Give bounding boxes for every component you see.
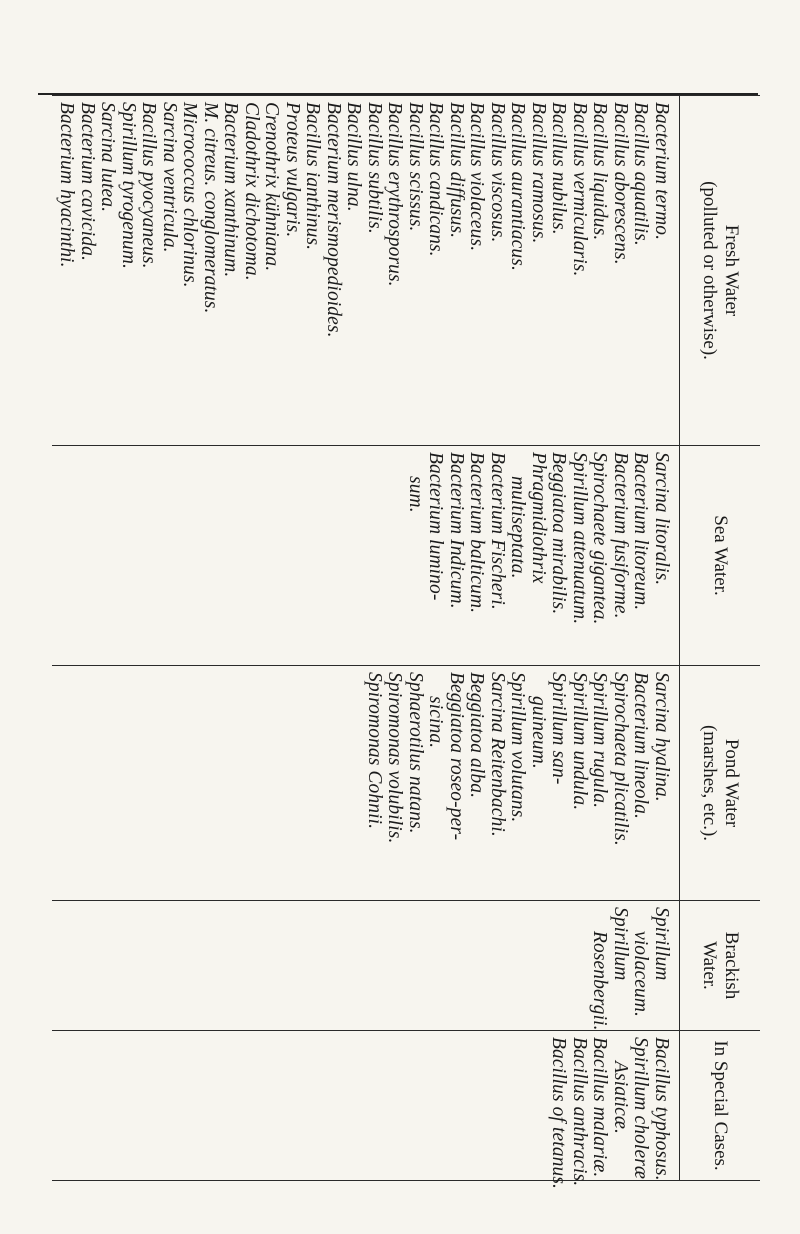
species-entry: Bacterium lumino- — [425, 452, 447, 601]
column-header-in-special-cases — [680, 1031, 761, 1181]
species-entry: Spirillum tyrogenum. — [118, 102, 139, 270]
species-entry: Phragmidiothrix — [528, 452, 549, 584]
species-entry: Micrococcus chlorinus. — [179, 102, 201, 288]
species-entry: Rosenbergii. — [589, 931, 611, 1031]
rotated-table-wrapper — [56, 95, 760, 1190]
column-header-line: Fresh Water — [721, 224, 742, 317]
species-entry: M. citreus. conglomeratus. — [200, 102, 221, 314]
species-entry: Spirochaete gigantea. — [589, 452, 611, 625]
species-entry: Sarcina ventricula. — [159, 102, 180, 253]
species-entry: Bacillus of tetanus. — [548, 1037, 570, 1190]
species-entry: Bacillus ramosus. — [528, 102, 549, 244]
species-entry: Bacillus aquatilis. — [630, 102, 652, 246]
species-entry: Bacterium xanthinum. — [220, 102, 242, 278]
table-header-row — [680, 96, 761, 1181]
column-cell-in-special-cases — [52, 1031, 680, 1190]
species-entry: Asiaticæ. — [610, 1061, 631, 1134]
species-entry: Spirillum rugula. — [589, 672, 611, 809]
species-entry: Cladothrix dichotoma. — [241, 102, 262, 281]
column-header-line: Brackish — [721, 931, 742, 1000]
species-entry: guineum. — [528, 696, 549, 769]
species-entry: Sarcina lutea. — [97, 102, 119, 213]
column-header-line: Water. — [699, 941, 720, 990]
species-entry: Bacillus vermicularis. — [569, 102, 590, 277]
column-cell-pond-water — [52, 666, 680, 901]
species-entry: Sarcina Reitenbachi. — [487, 672, 508, 837]
bacteria-habitat-table — [52, 95, 760, 1190]
species-entry: Bacillus scissus. — [405, 102, 426, 232]
species-entry: Bacillus subtilis. — [364, 102, 385, 234]
species-entry: Bacterium hyacinthi. — [56, 102, 78, 268]
species-entry: Bacillus ianthinus. — [302, 102, 324, 251]
species-entry: Bacterium termo. — [651, 102, 672, 241]
species-entry: Beggiatoa roseo-per- — [446, 672, 467, 841]
species-entry: Beggiatoa alba. — [466, 672, 488, 799]
species-entry: Bacterium litoreum. — [630, 452, 652, 611]
table-body-row — [52, 96, 680, 1181]
species-entry: Bacillus viscosus. — [487, 102, 508, 243]
species-entry: Spirillum choleræ — [630, 1037, 652, 1179]
species-entry: Sphaerotilus natans. — [405, 672, 426, 834]
column-header-line: Pond Water — [721, 738, 742, 828]
species-entry: Spirillum volutans. — [507, 672, 529, 823]
species-entry: Bacillus aborescens. — [610, 102, 631, 265]
column-header-fresh-water — [680, 96, 761, 446]
species-entry: Bacillus ulna. — [343, 102, 365, 212]
species-entry: Bacterium Indicum. — [446, 452, 467, 609]
species-entry: Bacillus diffusus. — [446, 102, 467, 239]
column-header-pond-water — [680, 666, 761, 901]
species-entry: Spirillum — [610, 907, 631, 981]
column-cell-sea-water — [52, 446, 680, 666]
species-entry: Bacterium balticum. — [466, 452, 488, 614]
column-header-line: (polluted or otherwise). — [699, 181, 720, 360]
species-entry: Bacillus erythrosporus. — [384, 102, 406, 287]
species-entry: Proteus vulgaris. — [282, 102, 303, 238]
species-entry: Spirochaeta plicatilis. — [610, 672, 631, 846]
species-entry: Bacterium merismopedioides. — [323, 102, 344, 338]
species-entry: Bacillus typhosus. — [651, 1037, 672, 1181]
species-entry: violaceum. — [630, 931, 652, 1018]
species-entry: Bacillus aurantiacus. — [507, 102, 529, 271]
species-entry: Bacillus pyocyaneus. — [138, 102, 160, 269]
species-entry: Bacterium lineola. — [630, 672, 652, 819]
species-entry: Spirillum — [651, 907, 672, 981]
column-header-sea-water — [680, 446, 761, 666]
species-entry: Bacterium cavicida. — [77, 102, 98, 261]
species-entry: multiseptata. — [507, 476, 529, 579]
column-header-line: In Special Cases. — [710, 1040, 731, 1171]
column-header-line: (marshes, etc.). — [699, 724, 720, 842]
species-entry: Bacillus violaceus. — [466, 102, 488, 252]
species-entry: Beggiatoa mirabilis. — [548, 452, 570, 615]
species-entry: Bacillus liquidus. — [589, 102, 611, 241]
column-header-brackish — [680, 901, 761, 1031]
species-entry: Sarcina litoralis. — [651, 452, 672, 586]
species-entry: Bacillus malariæ. — [589, 1037, 611, 1178]
species-entry: Bacterium Fischeri. — [487, 452, 508, 610]
column-cell-brackish — [52, 901, 680, 1031]
species-entry: Spiromonas volubilis. — [384, 672, 406, 844]
species-entry: Spirillum attenuatum. — [569, 452, 590, 625]
species-entry: Bacillus anthracis. — [569, 1037, 590, 1187]
species-entry: sum. — [405, 476, 426, 513]
species-entry: Sarcina hyalina. — [651, 672, 672, 802]
column-header-line: Sea Water. — [710, 515, 731, 596]
species-entry: Spiromonas Cohnii. — [364, 672, 385, 830]
species-entry: Bacillus nubilus. — [548, 102, 570, 235]
species-entry: Bacterium fusiforme. — [610, 452, 631, 619]
column-cell-fresh-water — [52, 96, 680, 446]
species-entry: Crenothrix kühniana. — [261, 102, 283, 272]
species-entry: sicina. — [425, 696, 447, 749]
species-entry: Bacillus candicans. — [425, 102, 447, 257]
species-entry: Spirillum san- — [548, 672, 570, 785]
species-entry: Spirillum undula. — [569, 672, 590, 811]
